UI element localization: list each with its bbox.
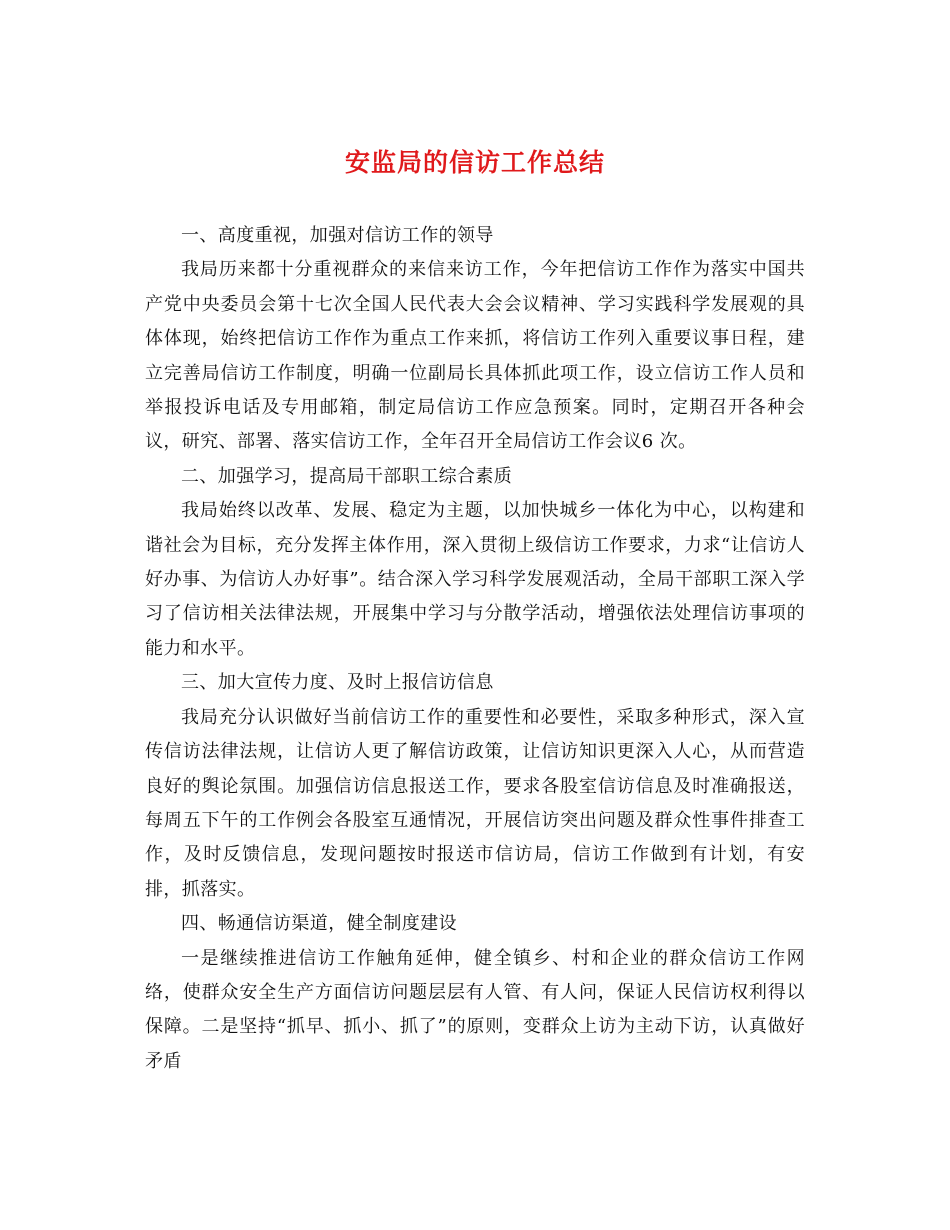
section-3-heading: 三、加大宣传力度、及时上报信访信息 <box>181 672 494 694</box>
section-2-paragraph: 我局始终以改革、发展、稳定为主题，以加快城乡一体化为中心，以构建和谐社会为目标，充分发挥主体作用，深入贯彻上级信访工作要求，力求“让信访人好办事、为信访人办好事”。结合深入学习科学发展观活动，全局干部职工深入学习了信访相关法律法规，开展集中学习与分散学活动，增强依法处理信访事项的能力和水平。 <box>145 500 805 659</box>
section-4-heading: 四、畅通信访渠道，健全制度建设 <box>181 913 457 935</box>
section-1-heading: 一、高度重视，加强对信访工作的领导 <box>181 225 494 246</box>
section-3-paragraph: 我局充分认识做好当前信访工作的重要性和必要性，采取多种形式，深入宣传信访法律法规，让信访人更了解信访政策，让信访知识更深入人心，从而营造良好的舆论氛围。加强信访信息报送工作，要求各股室信访信息及时准确报送，每周五下午的工作例会各股室互通情况，开展信访突出问题及群众性事件排查工作，及时反馈信息，发现问题按时报送市信访局，信访工作做到有计划，有安排，抓落实。 <box>145 706 805 900</box>
section-2-heading: 二、加强学习，提高局干部职工综合素质 <box>181 465 513 487</box>
document-body <box>145 219 805 1079</box>
section-1-paragraph: 我局历来都十分重视群众的来信来访工作，今年把信访工作作为落实中国共产党中央委员会第十七次全国人民代表大会会议精神、学习实践科学发展观的具体体现，始终把信访工作作为重点工作来抓，将信访工作列入重要议事日程，建立完善局信访工作制度，明确一位副局长具体抓此项工作，设立信访工作人员和举报投诉电话及专用邮箱，制定局信访工作应急预案。同时，定期召开各种会议，研究、部署、落实信访工作，全年召开全局信访工作会议6 次。 <box>145 259 805 453</box>
section-4-paragraph: 一是继续推进信访工作触角延伸，健全镇乡、村和企业的群众信访工作网络，使群众安全生产方面信访问题层层有人管、有人问，保证人民信访权利得以保障。二是坚持“抓早、抓小、抓了”的原则，变群众上访为主动下访，认真做好矛盾 <box>145 947 805 1072</box>
document-title: 安监局的信访工作总结 <box>344 148 605 177</box>
